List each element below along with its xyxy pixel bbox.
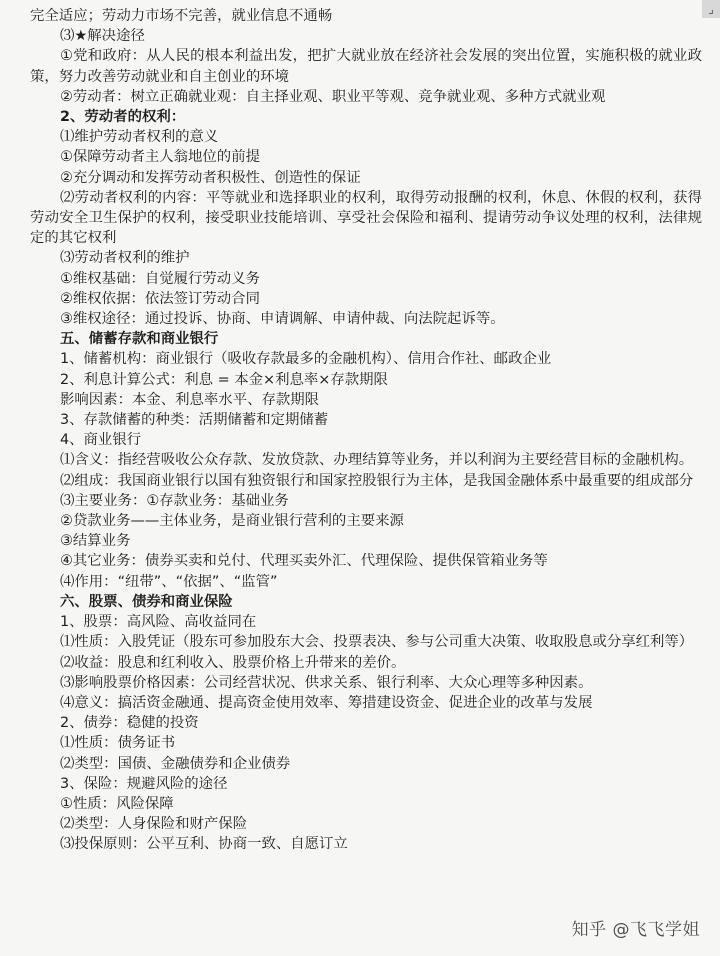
watermark: 知乎 @飞飞学姐 (571, 920, 700, 940)
text-line: ④其它业务：债券买卖和兑付、代理买卖外汇、代理保险、提供保管箱业务等 (60, 553, 548, 570)
text-line: ③维权途径：通过投诉、协商、申请调解、申请仲裁、向法院起诉等。 (60, 311, 505, 328)
text-line: 1、股票：高风险、高收益同在 (60, 614, 257, 631)
corner-fold-icon: ⌟ (702, 0, 720, 18)
text-paragraph: ①党和政府：从人民的根本利益出发，把扩大就业放在经济社会发展的突出位置，实施积极的就业政策，努力改善劳动就业和自主创业的环境 (30, 48, 702, 85)
text-line: ⑵类型：人身保险和财产保险 (60, 816, 248, 833)
text-line: ⑴维护劳动者权利的意义 (60, 129, 219, 146)
text-line: ⑶劳动者权利的维护 (60, 250, 190, 267)
text-line: ②劳动者：树立正确就业观：自主择业观、职业平等观、竞争就业观、多种方式就业观 (60, 88, 606, 105)
chapter-heading: 五、储蓄存款和商业银行 (60, 331, 219, 348)
text-line: ②贷款业务——主体业务，是商业银行营利的主要来源 (60, 513, 404, 530)
text-line: ①保障劳动者主人翁地位的前提 (60, 149, 260, 166)
text-line: ③结算业务 (60, 533, 131, 550)
chapter-heading: 六、股票、债券和商业保险 (60, 593, 233, 610)
section-heading: 2、劳动者的权利： (60, 109, 186, 126)
text-line: 完全适应；劳动力市场不完善，就业信息不通畅 (30, 8, 333, 24)
text-line: ⑷作用：“纽带”、“依据”、“监管” (60, 573, 278, 590)
text-line: ⑶主要业务：①存款业务：基础业务 (60, 492, 289, 509)
text-line: 4、商业银行 (60, 432, 142, 449)
text-paragraph: ⑴含义：指经营吸收公众存款、发放贷款、办理结算等业务，并以利润为主要经营目标的金融机构。 (60, 452, 694, 469)
text-line: 3、保险：规避风险的途径 (60, 775, 228, 792)
text-line: ①性质：风险保障 (60, 795, 174, 812)
text-line: ⑶投保原则：公平互利、协商一致、自愿订立 (60, 836, 348, 853)
text-paragraph: ⑴性质：入股凭证（股东可参加股东大会、投票表决、参与公司重大决策、收取股息或分享红利等） (60, 634, 694, 651)
text-line: ②维权依据：依法签订劳动合同 (60, 290, 260, 307)
text-line: 3、存款储蓄的种类：活期储蓄和定期储蓄 (60, 412, 329, 429)
text-line: 2、债券：稳健的投资 (60, 715, 199, 732)
text-line: ②充分调动和发挥劳动者积极性、创造性的保证 (60, 169, 361, 186)
text-line: ①维权基础：自觉履行劳动义务 (60, 270, 260, 287)
text-line: ⑵类型：国债、金融债券和企业债券 (60, 755, 291, 772)
text-line: ⑵收益：股息和红利收入、股票价格上升带来的差价。 (60, 654, 406, 671)
text-line: ⑶影响股票价格因素：公司经营状况、供求关系、银行利率、大众心理等多种因素。 (60, 674, 593, 691)
text-paragraph: ⑵劳动者权利的内容：平等就业和选择职业的权利，取得劳动报酬的权利，休息、休假的权利，获得劳动安全卫生保护的权利，接受职业技能培训、享受社会保险和福利、提请劳动争议处理的权利，法律规定的其它权利 (30, 189, 702, 247)
text-paragraph: ⑵组成：我国商业银行以国有独资银行和国家控股银行为主体，是我国金融体系中最重要的组成部分 (60, 472, 694, 489)
text-line: 2、利息计算公式：利息 = 本金×利息率×存款期限 (60, 371, 388, 388)
text-line: ⑴性质：债务证书 (60, 735, 176, 752)
text-line: ⑷意义：搞活资金融通、提高资金使用效率、筹措建设资金、促进企业的改革与发展 (60, 694, 593, 711)
text-line: 影响因素：本金、利息率水平、存款期限 (60, 391, 320, 408)
text-line: 1、储蓄机构：商业银行（吸收存款最多的金融机构）、信用合作社、邮政企业 (60, 351, 552, 368)
text-line: ⑶★解决途径 (60, 28, 145, 45)
